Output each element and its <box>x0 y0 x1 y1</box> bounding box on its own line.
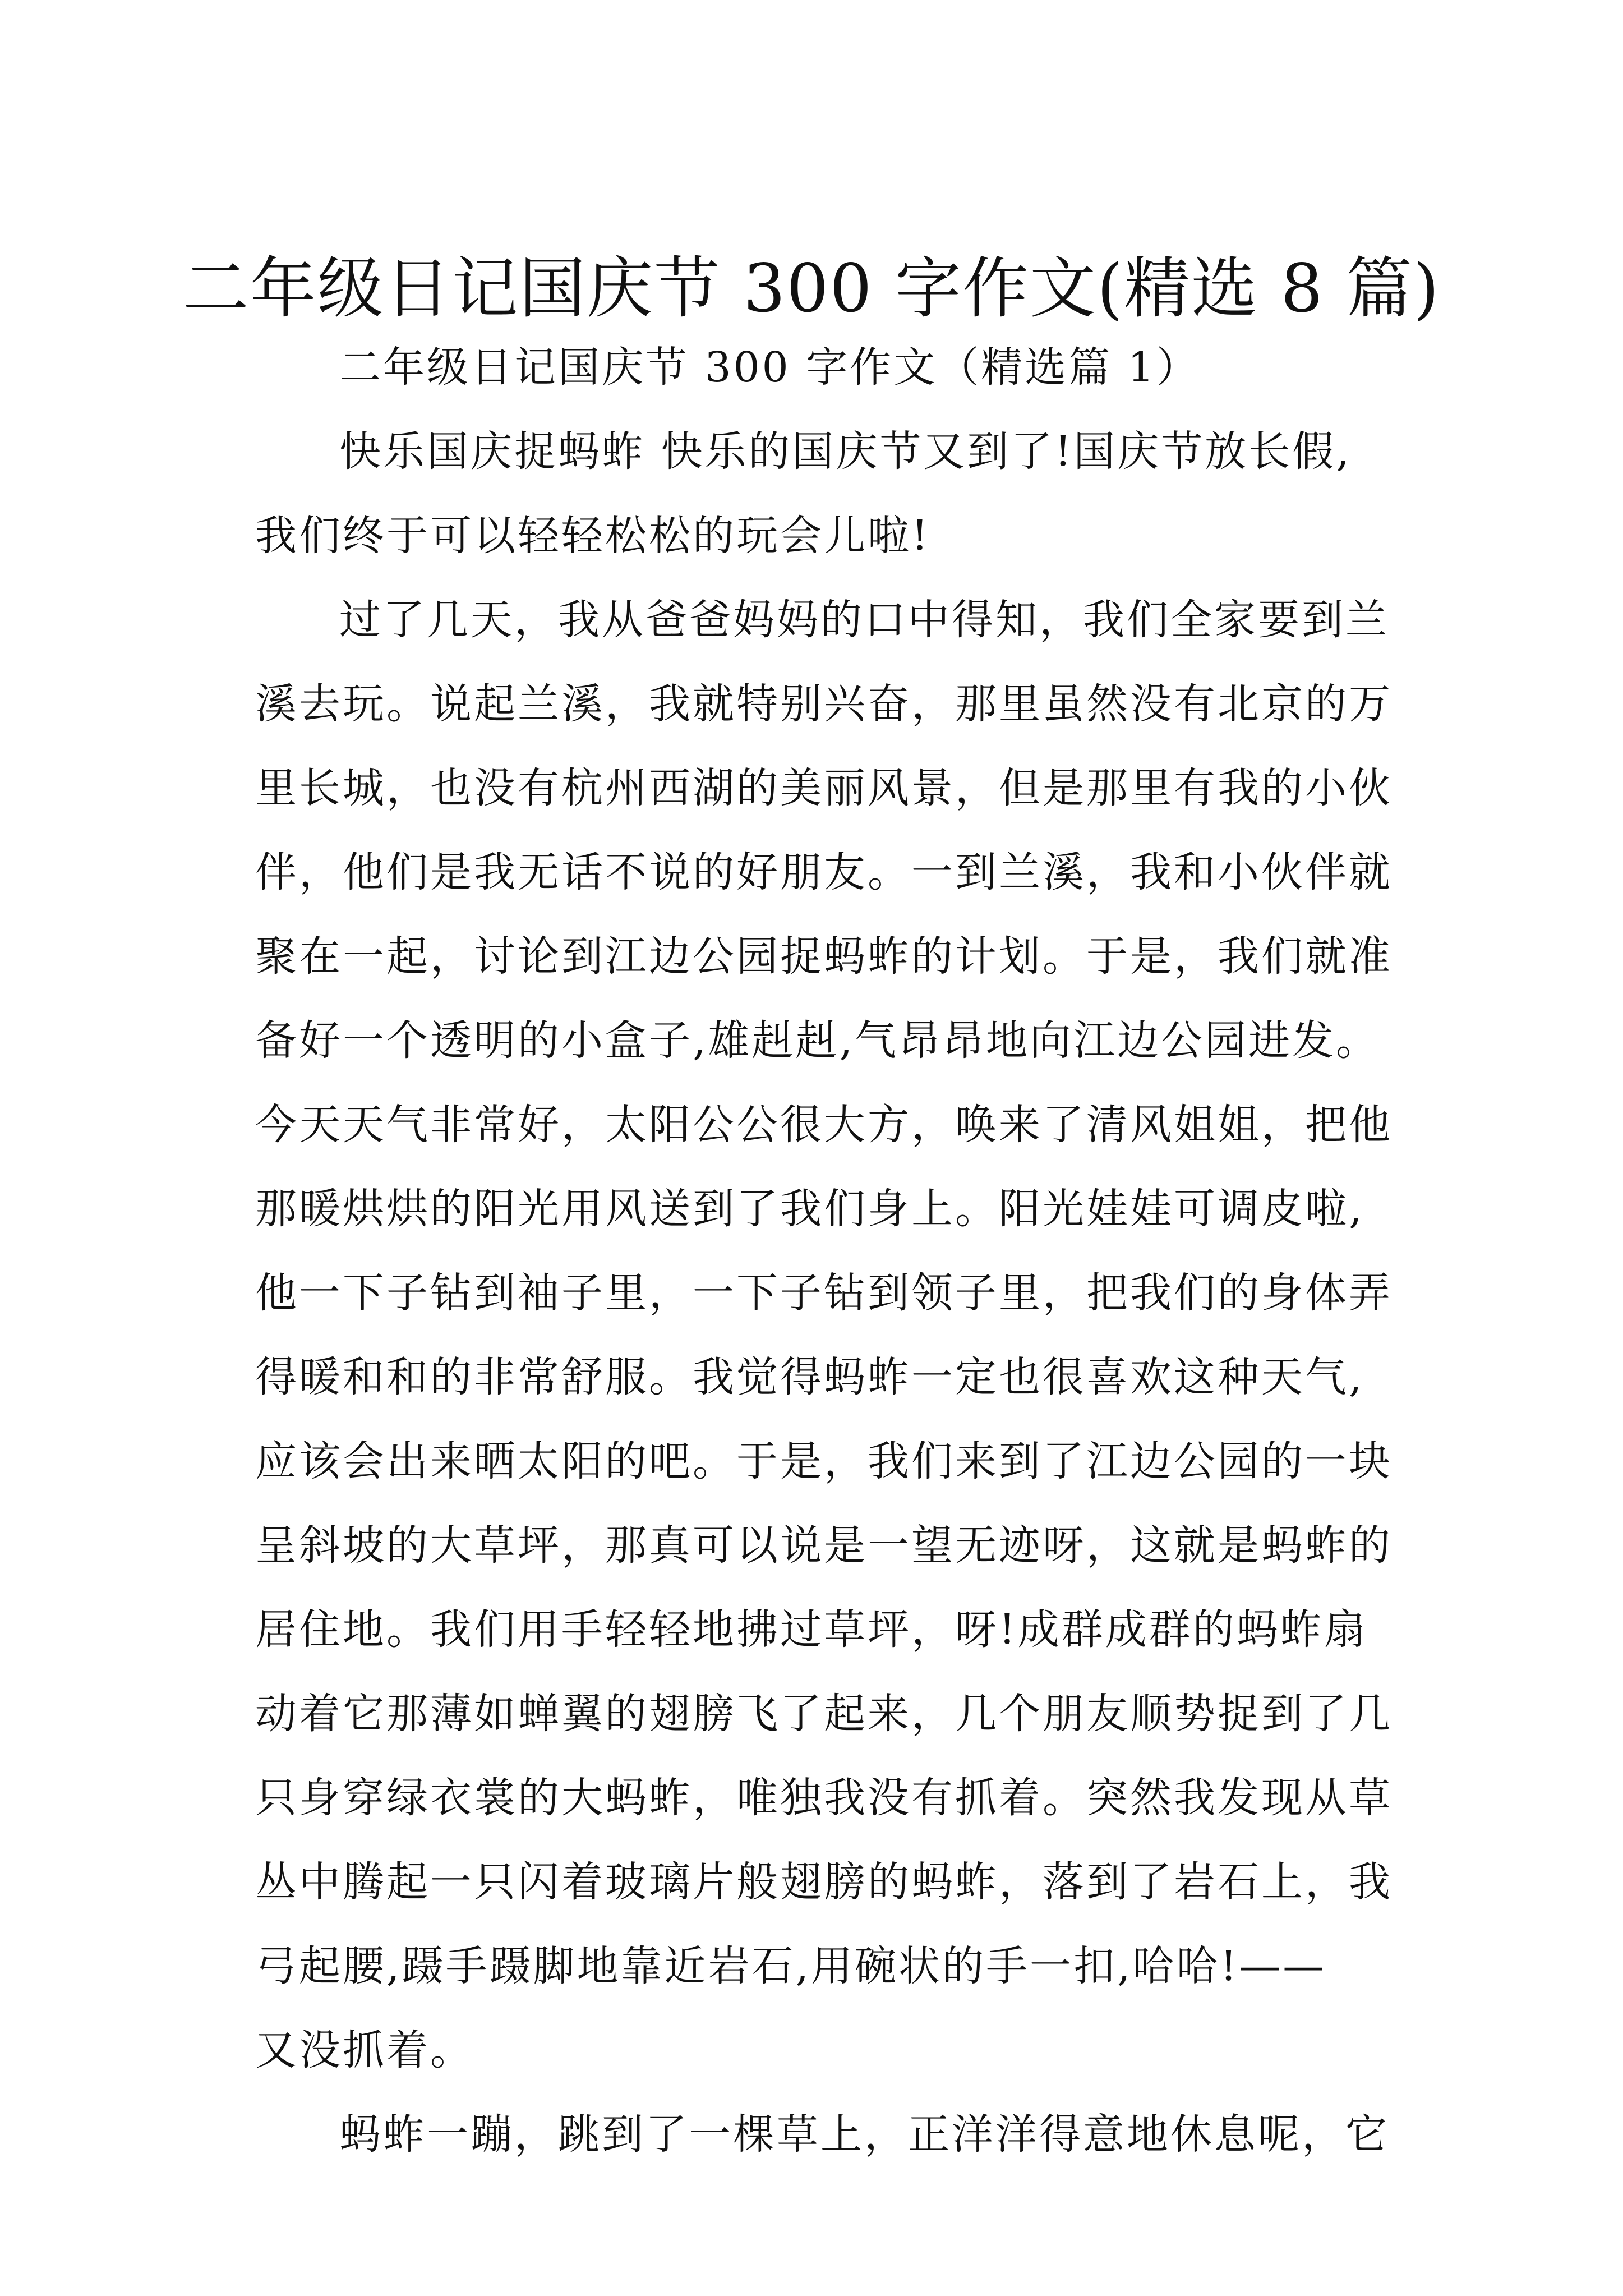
paragraph-line: 蚂蚱一蹦，跳到了一棵草上，正洋洋得意地休息呢，它 <box>339 2110 1389 2159</box>
paragraph-line: 那暖烘烘的阳光用风送到了我们身上。阳光娃娃可调皮啦, <box>255 1185 1364 1233</box>
paragraph-line: 里长城，也没有杭州西湖的美丽风景，但是那里有我的小伙 <box>255 764 1393 812</box>
paragraph-line: 丛中腾起一只闪着玻璃片般翅膀的蚂蚱，落到了岩石上，我 <box>255 1858 1393 1906</box>
paragraph-line: 应该会出来晒太阳的吧。于是，我们来到了江边公园的一块 <box>255 1437 1393 1485</box>
paragraph-line: 他一下子钻到袖子里，一下子钻到领子里，把我们的身体弄 <box>255 1269 1393 1317</box>
paragraph-line: 我们终于可以轻轻松松的玩会儿啦! <box>255 512 930 560</box>
paragraph-line: 呈斜坡的大草坪，那真可以说是一望无迹呀，这就是蚂蚱的 <box>255 1521 1393 1570</box>
paragraph-line: 溪去玩。说起兰溪，我就特别兴奋，那里虽然没有北京的万 <box>255 680 1393 728</box>
paragraph-line: 动着它那薄如蝉翼的翅膀飞了起来，几个朋友顺势捉到了几 <box>255 1690 1393 1738</box>
paragraph-line: 备好一个透明的小盒子,雄赳赳,气昂昂地向江边公园进发。 <box>255 1016 1380 1065</box>
paragraph-line: 快乐国庆捉蚂蚱 快乐的国庆节又到了!国庆节放长假, <box>339 427 1352 476</box>
paragraph-line: 只身穿绿衣裳的大蚂蚱，唯独我没有抓着。突然我发现从草 <box>255 1774 1393 1822</box>
paragraph-line: 今天天气非常好，太阳公公很大方，唤来了清风姐姐，把他 <box>255 1101 1393 1149</box>
paragraph-line: 居住地。我们用手轻轻地拂过草坪，呀!成群成群的蚂蚱扇 <box>255 1605 1368 1654</box>
paragraph-line: 得暖和和的非常舒服。我觉得蚂蚱一定也很喜欢这种天气, <box>255 1353 1364 1401</box>
document-title: 二年级日记国庆节 300 字作文(精选 8 篇) <box>182 250 1441 328</box>
paragraph-line: 过了几天，我从爸爸妈妈的口中得知，我们全家要到兰 <box>339 596 1389 644</box>
paragraph-line: 弓起腰,蹑手蹑脚地靠近岩石,用碗状的手一扣,哈哈!—— <box>255 1942 1327 1990</box>
paragraph-line: 伴，他们是我无话不说的好朋友。一到兰溪，我和小伙伴就 <box>255 848 1393 896</box>
section-heading: 二年级日记国庆节 300 字作文（精选篇 1） <box>339 343 1200 392</box>
paragraph-line: 聚在一起，讨论到江边公园捉蚂蚱的计划。于是，我们就准 <box>255 932 1393 981</box>
paragraph-line: 又没抓着。 <box>255 2026 474 2074</box>
